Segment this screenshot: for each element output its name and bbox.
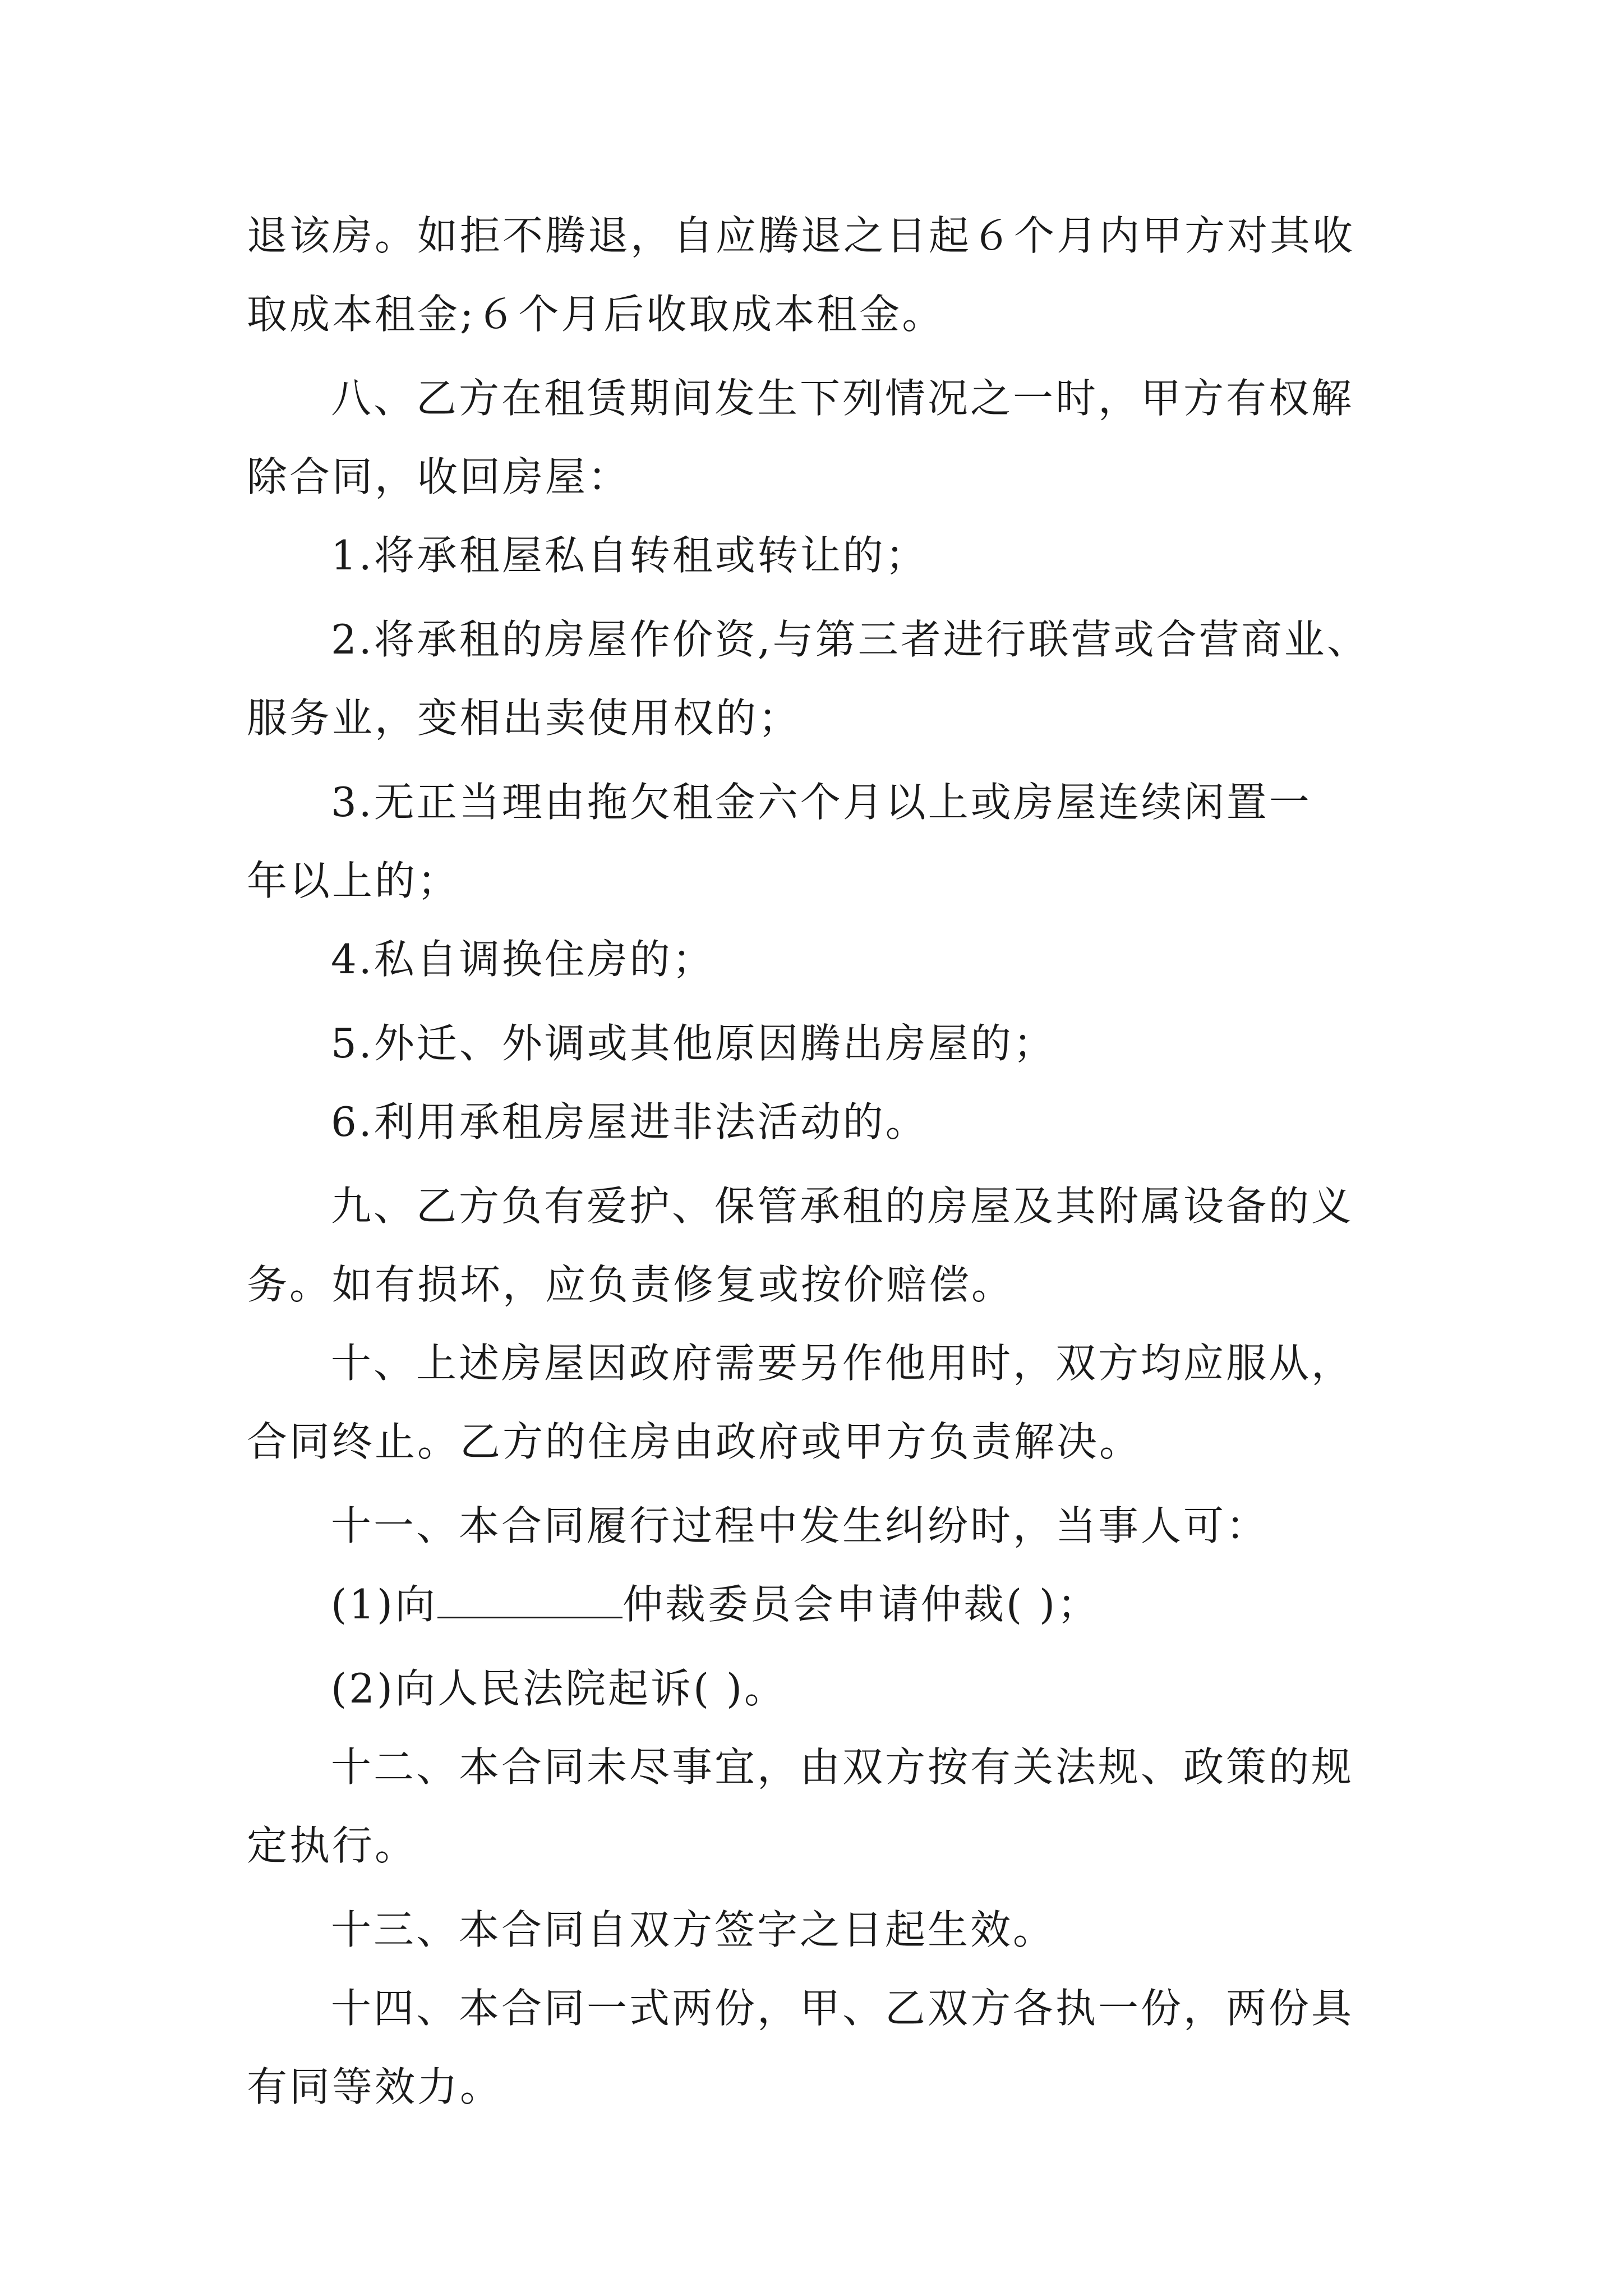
clause-9-heading: 九、乙方负有爱护、保管承租的房屋及其附属设备的义 xyxy=(331,1182,1354,1230)
arbitration-prefix: (1)向 xyxy=(331,1581,437,1628)
text-line: 有同等效力。 xyxy=(247,2063,503,2110)
arbitration-suffix: 仲裁委员会申请仲裁( )； xyxy=(623,1581,1100,1628)
clause-11-heading: 十一、本合同履行过程中发生纠纷时，当事人可： xyxy=(331,1502,1269,1549)
clause-13-heading: 十三、本合同自双方签字之日起生效。 xyxy=(331,1906,1056,1953)
court-option-line: (2)向人民法院起诉( )。 xyxy=(331,1665,787,1712)
list-item: 6.利用承租房屋进非法活动的。 xyxy=(331,1098,928,1145)
clause-12-heading: 十二、本合同未尽事宜，由双方按有关法规、政策的规 xyxy=(331,1743,1354,1791)
list-item: 2.将承租的房屋作价资,与第三者进行联营或合营商业、 xyxy=(331,616,1370,663)
arbitration-option-line xyxy=(331,1576,1100,1632)
text-line: 务。如有损坏，应负责修复或按价赔偿。 xyxy=(247,1261,1015,1308)
text-line: 年以上的； xyxy=(247,857,460,904)
clause-10-heading: 十、上述房屋因政府需要另作他用时，双方均应服从， xyxy=(331,1340,1354,1387)
text-line: 定执行。 xyxy=(247,1822,418,1869)
list-item: 4.私自调换住房的； xyxy=(331,936,715,983)
text-line: 合同终止。乙方的住房由政府或甲方负责解决。 xyxy=(247,1418,1142,1465)
text-line: 取成本租金;６个月后收取成本租金。 xyxy=(247,291,945,338)
arbitration-committee-blank[interactable] xyxy=(437,1583,623,1618)
text-line: 除合同，收回房屋： xyxy=(247,453,631,500)
text-line: 退该房。如拒不腾退，自应腾退之日起６个月内甲方对其收 xyxy=(247,212,1355,259)
list-item: 3.无正当理由拖欠租金六个月以上或房屋连续闲置一 xyxy=(331,779,1312,826)
list-item: 5.外迁、外调或其他原因腾出房屋的； xyxy=(331,1020,1056,1067)
clause-14-heading: 十四、本合同一式两份，甲、乙双方各执一份，两份具 xyxy=(331,1985,1354,2032)
clause-8-heading: 八、乙方在租赁期间发生下列情况之一时，甲方有权解 xyxy=(331,375,1354,422)
text-line: 服务业，变相出卖使用权的； xyxy=(247,694,801,742)
list-item: 1.将承租屋私自转租或转让的； xyxy=(331,532,928,579)
